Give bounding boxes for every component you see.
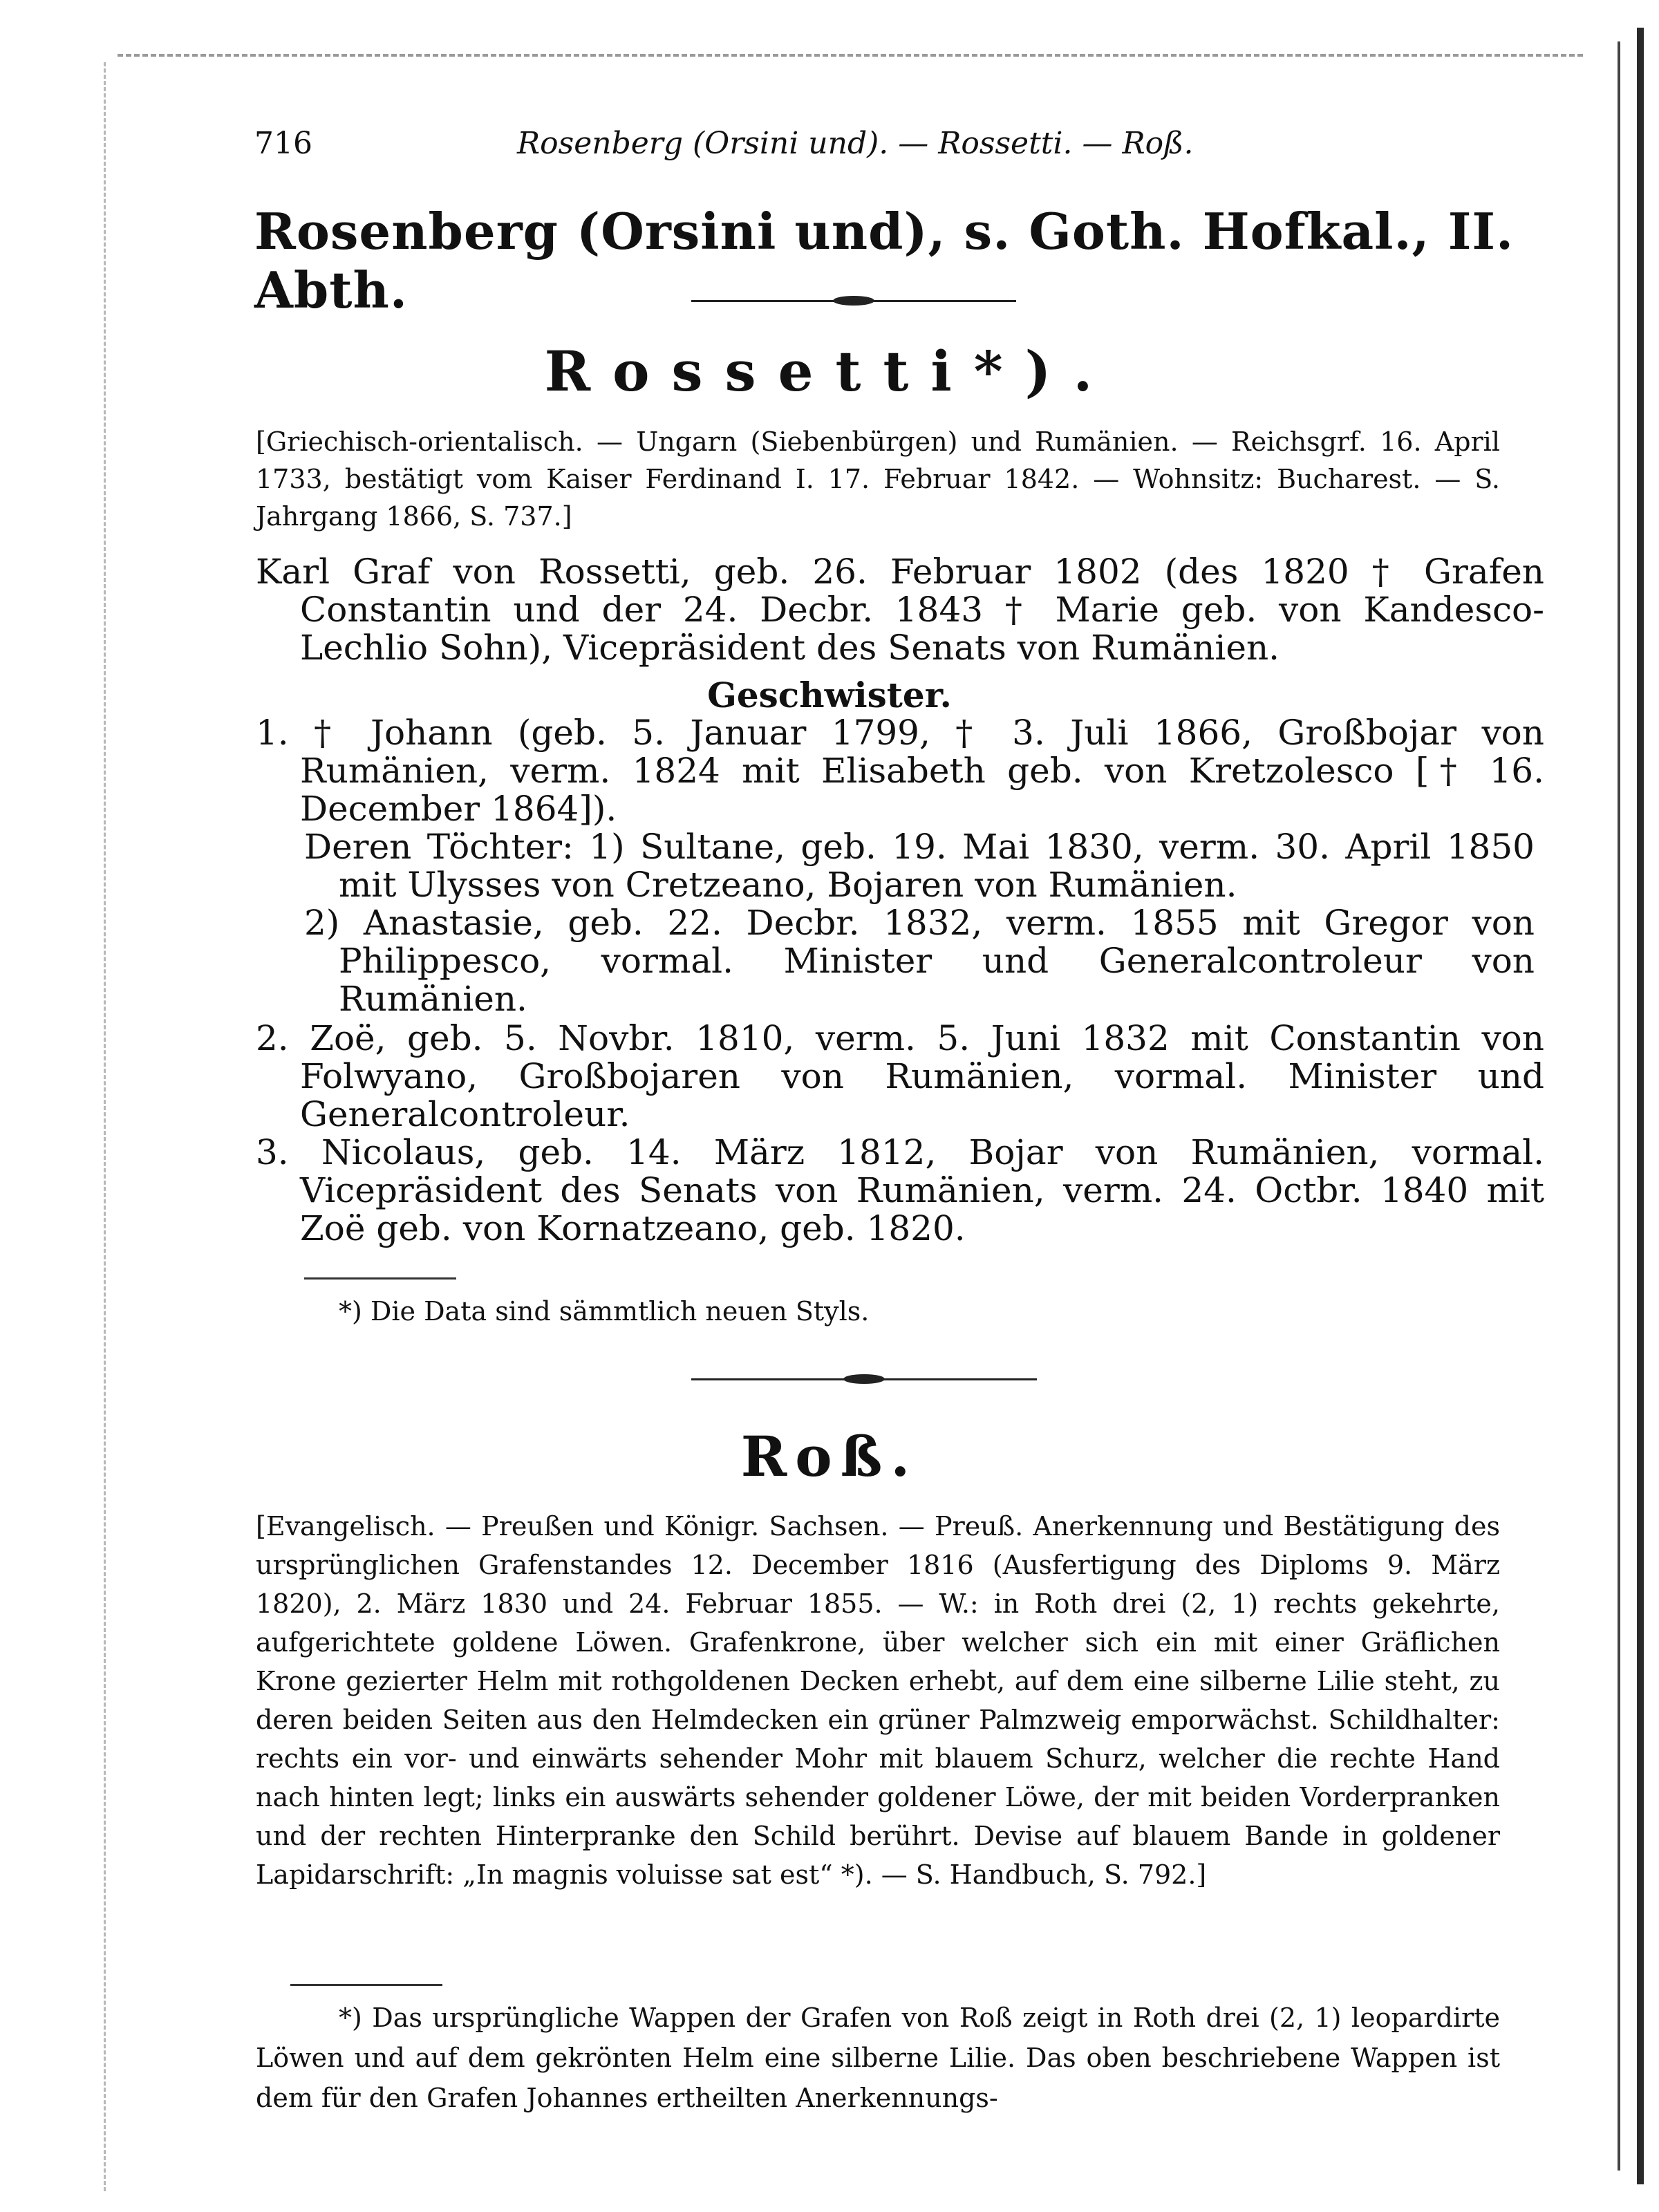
rossetti-intro: [Griechisch-orientalisch. — Ungarn (Siebenbürgen) und Rumänien. — Reichsgrf. 16. April 1733, bestätigt vom Kaiser Ferdinand I. 17. Februar 1842. — Wohnsitz: Bucharest. — S. Jahrgang 1866, S. 737.] [256,427,1500,532]
ross-footnote: *) Das ursprüngliche Wappen der Grafen von Roß zeigt in Roth drei (2, 1) leopardirte Löwen und auf dem gekrönten Helm eine silberne Lilie. Das oben beschriebene Wappen ist dem für den Grafen Johannes ertheilten Anerkennungs- [256,2003,1500,2113]
footnote-rule [290,1984,442,1986]
rosenberg-title: Rosenberg (Orsini und), s. Goth. Hofkal., II. Abth. [254,202,1515,319]
siblings-heading: Geschwister. [707,675,952,715]
rossetti-title: Rossetti*). [544,339,1115,404]
sibling-nicolaus: 3. Nicolaus, geb. 14. März 1812, Bojar von Rumänien, vormal. Vicepräsident des Senats von Rumänien, verm. 24. Octbr. 1840 mit Zoë geb. von Kornatzeano, geb. 1820. [256,1132,1544,1248]
sibling-zoe: 2. Zoë, geb. 5. Novbr. 1810, verm. 5. Juni 1832 mit Constantin von Folwyano, Großbojaren von Rumänien, vormal. Minister und Generalcontroleur. [256,1018,1544,1134]
footnote-rule [304,1277,456,1280]
running-header [254,126,1430,167]
daughter-anastasie: 2) Anastasie, geb. 22. Decbr. 1832, verm. 1855 mit Gregor von Philippesco, vormal. Minister und Generalcontroleur von Rumänien. [304,903,1535,1019]
running-title: Rosenberg (Orsini und). — Rossetti. — Roß. [517,126,1194,161]
ross-intro: [Evangelisch. — Preußen und Königr. Sachsen. — Preuß. Anerkennung und Bestätigung des ursprünglichen Grafenstandes 12. December 1816 (Ausfertigung des Diploms 9. März 1820), 2. März 1830 und 24. Februar 1855. — W.: in Roth drei (2, 1) rechts gekehrte, aufgerichtete goldene Löwen. Grafenkrone, über welcher sich ein mit einer Gräflichen Krone gezierter Helm mit rothgoldenen Decken erhebt, auf dem eine silberne Lilie steht, zu deren beiden Seiten aus den Helmdecken ein grüner Palmzweig emporwächst. Schildhalter: rechts ein vor- und einwärts sehender Mohr mit blauem Schurz, welcher die rechte Hand nach hinten legt; links ein auswärts sehender goldener Löwe, der mit beiden Vorderpranken und der rechten Hinterpranke den Schild berührt. Devise auf blauem Bande in goldener Lapidarschrift: „In magnis voluisse sat est“ *). — S. Handbuch, S. 792.] [256,1511,1500,1890]
page-number: 716 [254,126,312,161]
ross-title: Roß. [740,1424,919,1489]
sibling-johann: 1. † Johann (geb. 5. Januar 1799, † 3. Juli 1866, Großbojar von Rumänien, verm. 1824 mit Elisabeth geb. von Kretzolesco [† 16. December 1864]). [256,713,1544,829]
page-top-edge [118,54,1583,57]
daughter-sultane: Deren Töchter: 1) Sultane, geb. 19. Mai 1830, verm. 30. April 1850 mit Ulysses von Cretzeano, Bojaren von Rumänien. [304,827,1535,905]
rossetti-footnote: *) Die Data sind sämmtlich neuen Styls. [339,1296,870,1327]
ornament-dot [843,1374,885,1384]
ornament-dot [833,296,874,306]
rossetti-head-entry: Karl Graf von Rossetti, geb. 26. Februar 1802 (des 1820 † Grafen Constantin und der 24. Decbr. 1843 † Marie geb. von Kandesco-Lechlio Sohn), Vicepräsident des Senats von Rumänien. [256,552,1544,668]
